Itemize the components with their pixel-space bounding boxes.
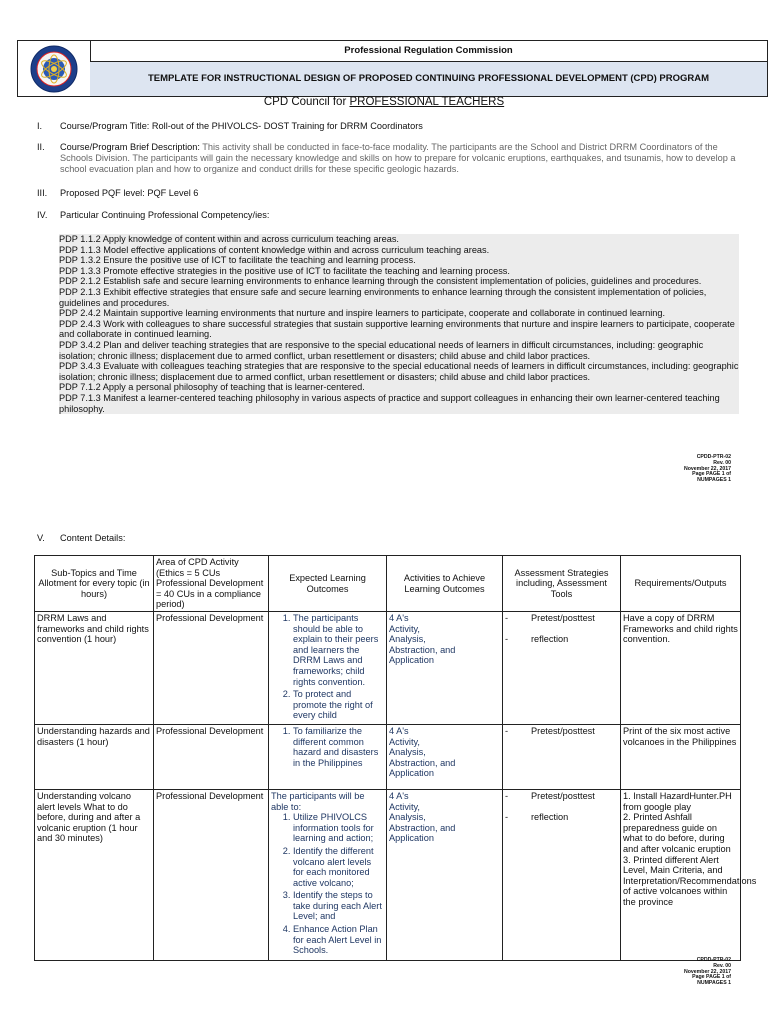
section-number: I. bbox=[37, 121, 43, 131]
footer-code-block bbox=[684, 958, 731, 987]
activity-line: Application bbox=[389, 655, 434, 666]
pdp-item: PDP 2.4.3 Work with colleagues to share successful strategies that sustain supportive learning environments that nurture and inspire learners to participate, cooperate and collaborate in continued learning. bbox=[59, 319, 739, 340]
assessment-item: - reflection bbox=[505, 634, 618, 645]
section-label: Particular Continuing Professional Competency/ies: bbox=[60, 210, 270, 220]
header-box bbox=[17, 40, 768, 97]
content-details-table bbox=[34, 555, 757, 961]
assessment-item: - Pretest/posttest bbox=[505, 791, 618, 802]
activity-line: Abstraction, and bbox=[389, 757, 456, 768]
topic-cell: DRRM Laws and frameworks and child rights convention (1 hour) bbox=[35, 612, 154, 725]
assessment-cell bbox=[503, 612, 621, 725]
activity-line: Application bbox=[389, 768, 434, 779]
doc-numpages: NUMPAGES 1 bbox=[697, 980, 731, 987]
col-header-assessment: Assessment Strategies including, Assessment Tools bbox=[503, 556, 621, 612]
requirement-line: 3. Printed different Alert Level, Main Criteria, and Interpretation/Recommendations of active volcanoes within the province bbox=[623, 854, 757, 907]
outcome-item: 1. The participants should be able to explain to their peers and learners the DRRM Laws and frameworks; child rights convention. bbox=[293, 613, 384, 687]
prc-seal-icon bbox=[26, 44, 82, 94]
outcome-item: 1. To familiarize the different common hazard and disasters in the Philippines bbox=[293, 726, 384, 768]
outcome-item: 1. Utilize PHIVOLCS information tools for learning and action; bbox=[293, 812, 384, 844]
col-header-area: Area of CPD Activity (Ethics = 5 CUs Professional Development = 40 CUs in a compliance period) bbox=[154, 556, 269, 612]
requirements-cell bbox=[621, 789, 757, 960]
outcomes-list bbox=[271, 613, 384, 721]
outcomes-cell bbox=[269, 724, 387, 789]
outcome-item: 2. Identify the different volcano alert levels for each monitored active volcano; bbox=[293, 846, 384, 888]
requirements-cell bbox=[621, 612, 741, 725]
doc-date: November 22, 2017 bbox=[683, 465, 731, 472]
pdp-item: PDP 1.1.2 Apply knowledge of content within and across curriculum teaching areas. bbox=[59, 234, 739, 245]
outcome-item: 3. Identify the steps to take during each Alert Level; and bbox=[293, 890, 384, 922]
area-cell: Professional Development bbox=[154, 724, 269, 789]
topic-cell: Understanding volcano alert levels What to do before, during and after a volcanic eruption (1 hour and 30 minutes) bbox=[35, 789, 154, 960]
requirements-cell bbox=[621, 724, 741, 789]
section-label: Course/Program Title: bbox=[60, 121, 152, 131]
pdp-item: PDP 1.3.3 Promote effective strategies in the positive use of ICT to facilitate the teaching and learning process. bbox=[59, 266, 739, 277]
doc-numpages: NUMPAGES 1 bbox=[697, 477, 731, 484]
area-cell: Professional Development bbox=[154, 789, 269, 960]
outcome-item: 4. Enhance Action Plan for each Alert Level in Schools. bbox=[293, 924, 384, 956]
doc-page: Page PAGE 1 of bbox=[692, 471, 731, 478]
table-header-row bbox=[35, 556, 741, 612]
outcome-item: 2. To protect and promote the right of every child bbox=[293, 689, 384, 721]
doc-code: CPDD-PTR-02 bbox=[696, 454, 731, 460]
assessment-list bbox=[505, 726, 618, 737]
table-row bbox=[35, 789, 741, 960]
assessment-item: - Pretest/posttest bbox=[505, 613, 618, 624]
pdp-list bbox=[59, 234, 739, 414]
table-row bbox=[35, 612, 741, 725]
area-cell: Professional Development bbox=[154, 612, 269, 725]
activity-line: Abstraction, and bbox=[389, 644, 456, 655]
requirement-line: Have a copy of DRRM Frameworks and child rights convention. bbox=[623, 613, 738, 645]
requirement-line: Print of the six most active volcanoes in the Philippines bbox=[623, 725, 737, 747]
template-title: TEMPLATE FOR INSTRUCTIONAL DESIGN OF PROPOSED CONTINUING PROFESSIONAL DEVELOPMENT (CPD) PROGRAM bbox=[90, 62, 767, 96]
col-header-requirements: Requirements/Outputs bbox=[621, 556, 741, 612]
section-number: IV. bbox=[37, 210, 48, 220]
pdp-item: PDP 1.1.3 Model effective applications of content knowledge within and across curriculum teaching areas. bbox=[59, 245, 739, 256]
assessment-cell bbox=[503, 724, 621, 789]
course-title-value: Roll-out of the PHIVOLCS- DOST Training for DRRM Coordinators bbox=[151, 121, 423, 131]
activities-cell bbox=[387, 789, 503, 960]
outcomes-intro: The participants will be able to: bbox=[271, 790, 365, 812]
pdp-item: PDP 3.4.3 Evaluate with colleagues teaching strategies that are responsive to the special educational needs of learners in difficult circumstances, including: geographic isolation; chronic illness; displacement due to armed conflict, urban resettlement or disasters; child abuse and child labor practices. bbox=[59, 361, 739, 382]
activity-line: Abstraction, and bbox=[389, 822, 456, 833]
pdp-item: PDP 3.4.2 Plan and deliver teaching strategies that are responsive to the special educational needs of learners in difficult circumstances, including: geographic isolation; chronic illness; displacement due to armed conflict, urban resettlement or disasters; child abuse and child labor practices. bbox=[59, 340, 739, 361]
doc-code: CPDD-PTR-02 bbox=[696, 957, 731, 963]
commission-name: Professional Regulation Commission bbox=[90, 41, 767, 62]
activity-line: Analysis, bbox=[389, 747, 426, 758]
section-number: V. bbox=[37, 533, 45, 543]
doc-page: Page PAGE 1 of bbox=[692, 974, 731, 981]
brief-description-value: This activity shall be conducted in face-to-face modality. The participants are the School and District DRRM Coordinators of the Schools Division. The participants will gain the necessary knowledge and skills on how to prepare for volcanic eruptions, earthquakes, and tsunamis, how to develop a school evacuation plan and how to organize and conduct drills for these specific geologic hazards. bbox=[60, 142, 736, 174]
outcomes-cell bbox=[269, 789, 387, 960]
activity-line: Analysis, bbox=[389, 634, 426, 645]
activity-line: Activity, bbox=[389, 736, 420, 747]
pdp-item: PDP 2.1.3 Exhibit effective strategies that ensure safe and secure learning environments to enhance learning through the consistent implementation of policies, guidelines and procedures. bbox=[59, 287, 739, 308]
section-number: III. bbox=[37, 188, 48, 198]
activity-line: Application bbox=[389, 833, 434, 844]
activity-line: 4 A's bbox=[389, 613, 409, 623]
outcomes-cell bbox=[269, 612, 387, 725]
section-number: II. bbox=[37, 142, 45, 152]
pdp-item: PDP 7.1.2 Apply a personal philosophy of teaching that is learner-centered. bbox=[59, 382, 739, 393]
activity-line: 4 A's bbox=[389, 790, 409, 801]
activities-cell bbox=[387, 612, 503, 725]
topic-cell: Understanding hazards and disasters (1 hour) bbox=[35, 724, 154, 789]
activities-cell bbox=[387, 724, 503, 789]
requirement-line: 1. Install HazardHunter.PH from google play bbox=[623, 790, 732, 812]
pdp-item: PDP 2.4.2 Maintain supportive learning environments that nurture and inspire learners to participate, cooperate and collaborate in continued learning. bbox=[59, 308, 739, 319]
activity-line: Activity, bbox=[389, 801, 420, 812]
section-label: Course/Program Brief Description: bbox=[60, 142, 203, 152]
section-label: Proposed PQF level: bbox=[60, 188, 148, 198]
section-label: Content Details: bbox=[60, 533, 126, 543]
council-prefix: CPD Council for bbox=[263, 96, 350, 108]
outcomes-list bbox=[271, 812, 384, 956]
assessment-list bbox=[505, 791, 618, 822]
assessment-cell bbox=[503, 789, 621, 960]
council-name: PROFESSIONAL TEACHERS bbox=[349, 96, 505, 108]
assessment-list bbox=[505, 613, 618, 644]
activity-line: Analysis, bbox=[389, 812, 426, 823]
assessment-item: - Pretest/posttest bbox=[505, 726, 618, 737]
outcomes-list bbox=[271, 726, 384, 768]
activity-line: 4 A's bbox=[389, 725, 409, 736]
col-header-subtopics: Sub-Topics and Time Allotment for every topic (in hours) bbox=[35, 556, 154, 612]
council-line bbox=[0, 96, 768, 108]
table-row bbox=[35, 724, 741, 789]
col-header-activities: Activities to Achieve Learning Outcomes bbox=[387, 556, 503, 612]
assessment-item: - reflection bbox=[505, 812, 618, 823]
pqf-level-value: PQF Level 6 bbox=[147, 188, 199, 198]
footer-code-block bbox=[684, 455, 731, 484]
prc-seal-logo bbox=[18, 41, 91, 96]
activity-line: Activity, bbox=[389, 623, 420, 634]
pdp-item: PDP 1.3.2 Ensure the positive use of ICT to facilitate the teaching and learning process. bbox=[59, 255, 739, 266]
pdp-item: PDP 7.1.3 Manifest a learner-centered teaching philosophy in various aspects of practice and support colleagues in enhancing their own learner-centered teaching philosophy. bbox=[59, 393, 739, 414]
doc-rev: Rev. 00 bbox=[713, 962, 731, 969]
col-header-outcomes: Expected Learning Outcomes bbox=[269, 556, 387, 612]
doc-rev: Rev. 00 bbox=[713, 459, 731, 466]
doc-date: November 22, 2017 bbox=[683, 968, 731, 975]
pdp-item: PDP 2.1.2 Establish safe and secure learning environments to enhance learning through the consistent implementation of policies, guidelines and procedures. bbox=[59, 276, 739, 287]
requirement-line: 2. Printed Ashfall preparedness guide on what to do before, during and after volcanic eruption bbox=[623, 812, 731, 854]
